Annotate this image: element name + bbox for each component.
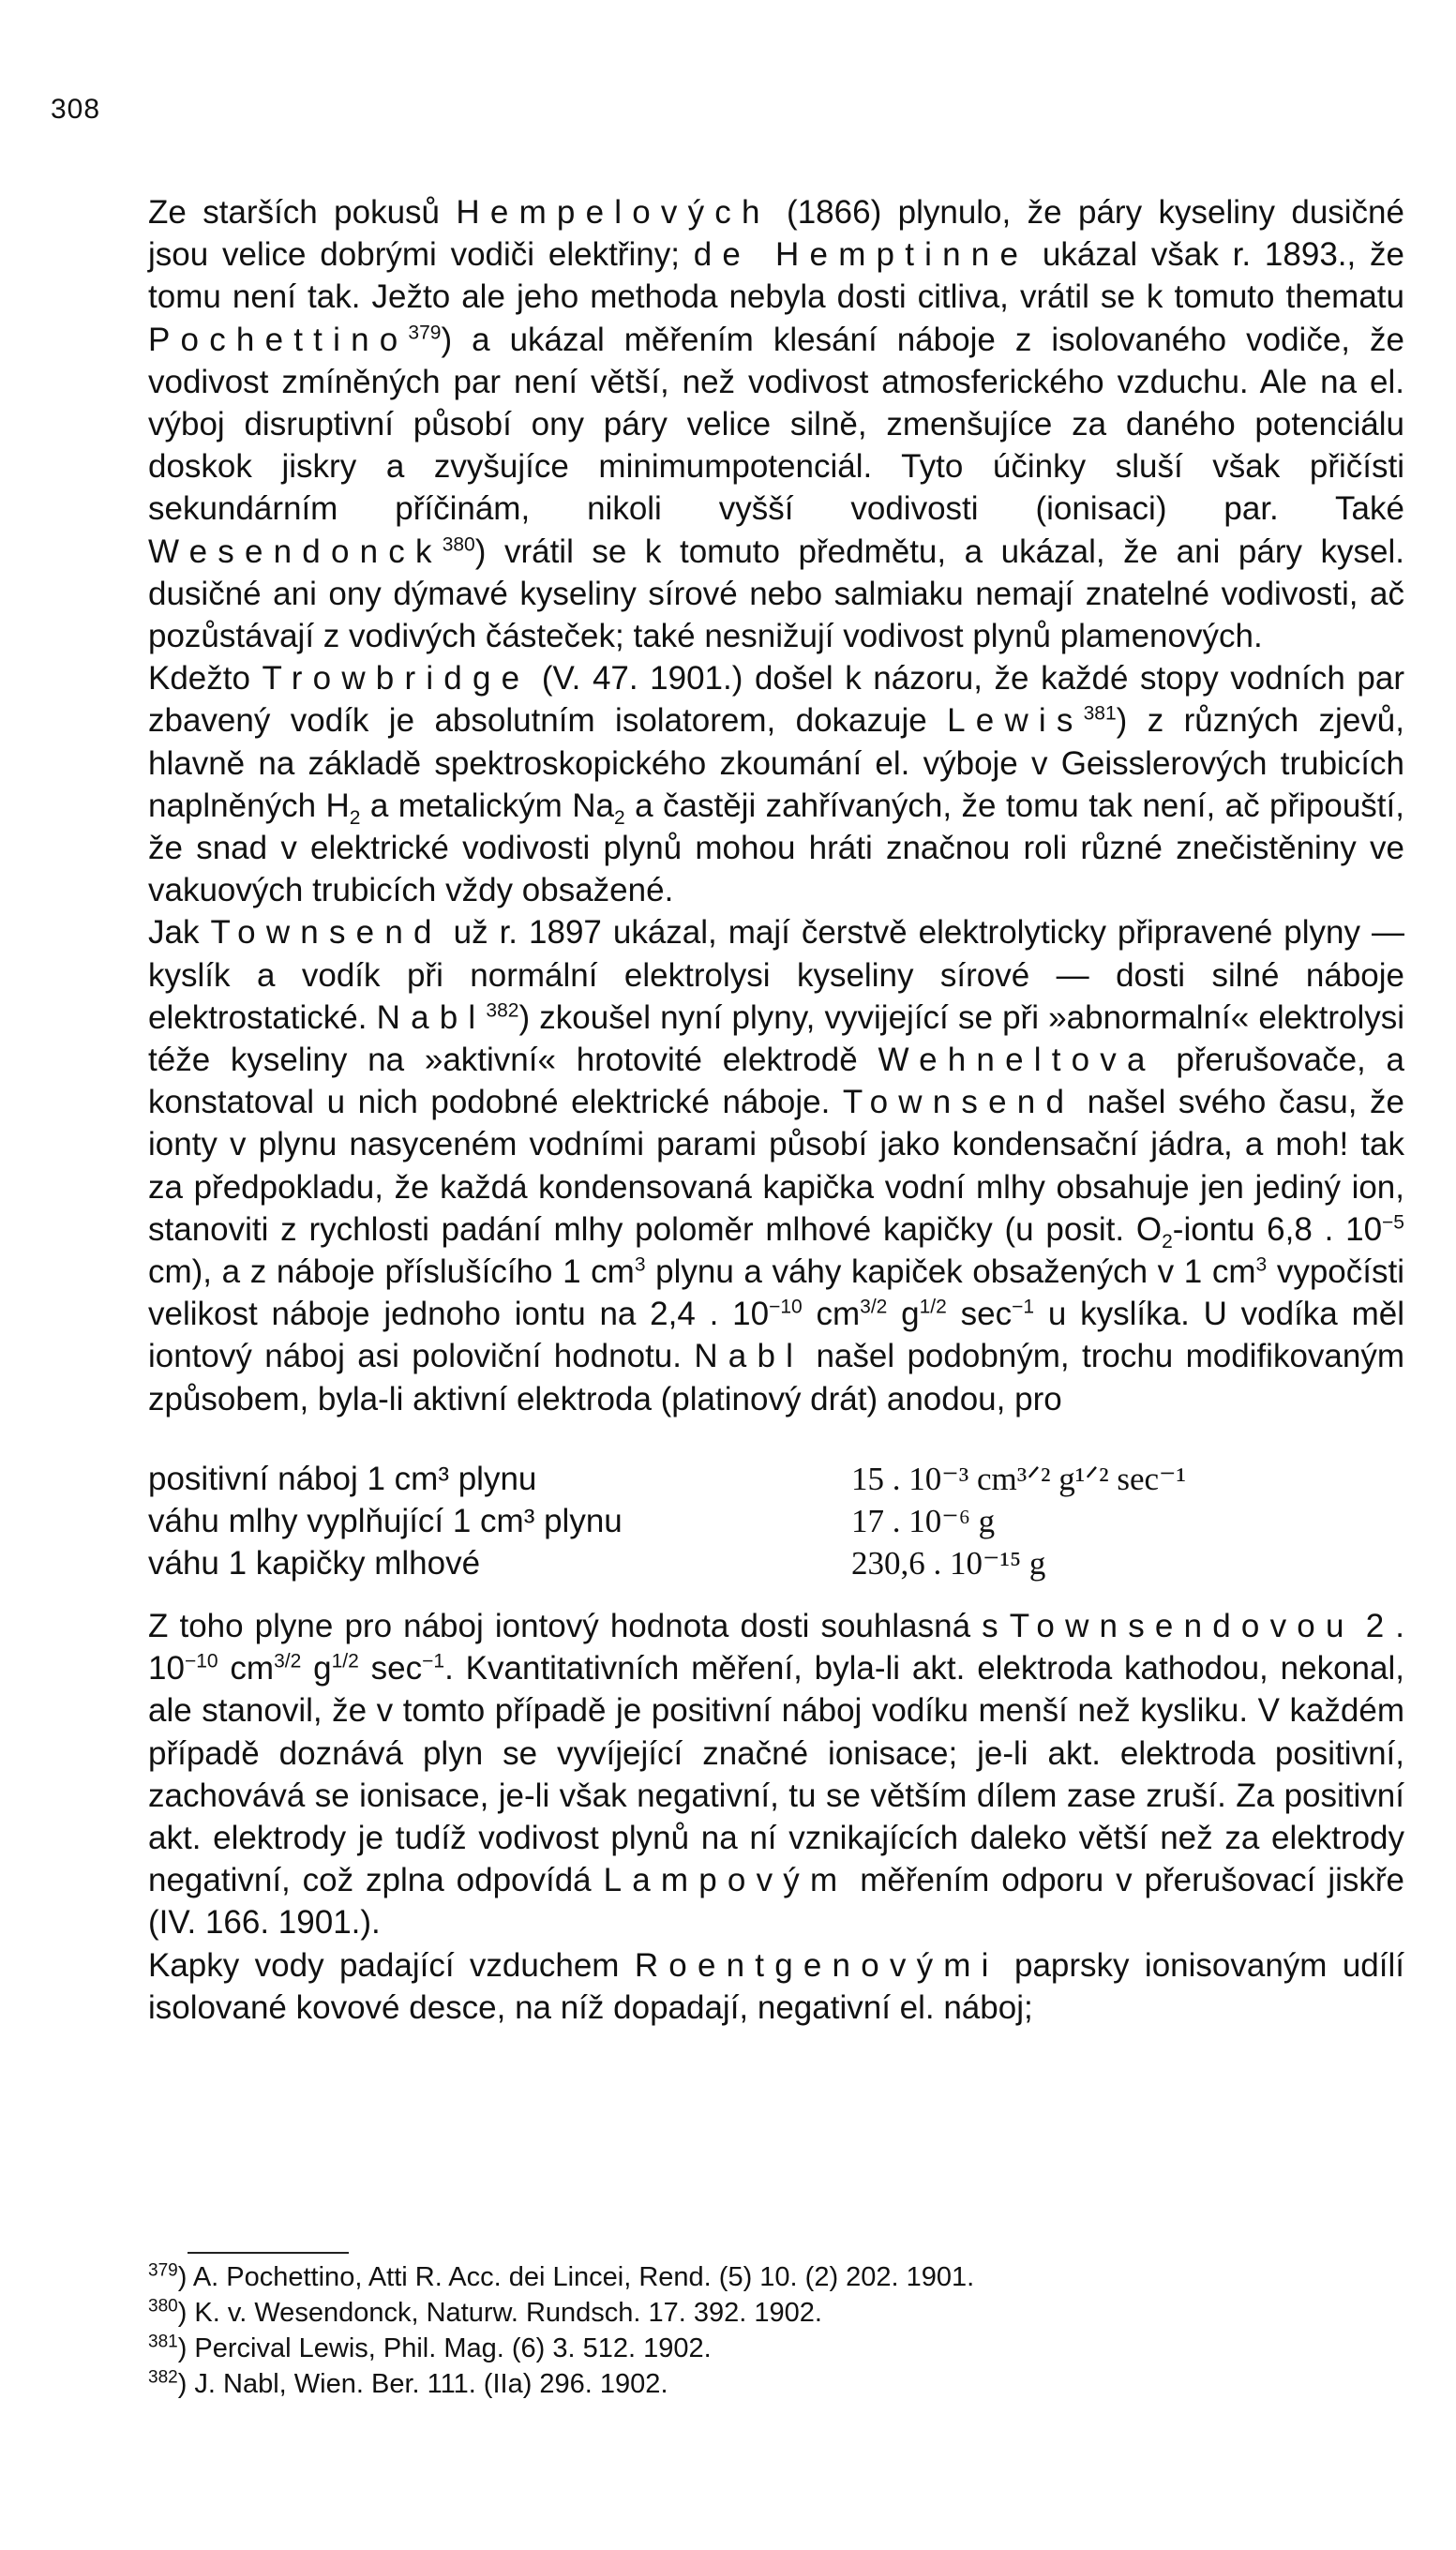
footnote-ref: 380 <box>442 532 475 555</box>
text-run: u kyslíka. U vodíka měl iontový náboj asi poloviční hodnotu. <box>148 1296 1404 1375</box>
footnote <box>148 2366 1404 2402</box>
text-run: cm <box>802 1296 861 1333</box>
author-name: Townsendovou <box>1009 1607 1355 1644</box>
text-run: Ze starších pokusů <box>148 194 457 231</box>
subscript: 2 <box>349 806 361 829</box>
text-run: plynu a váhy kapiček obsažených v 1 cm <box>645 1253 1256 1291</box>
text-run: . Kvantitativních měření, byla-li akt. elektroda kathodou, nekonal, ale stanovil, že v tomto případě je positivní náboj vodíku menší než kysliku. V každém případě doznává plyn se vyvíjející značné ionisace; je-li akt. elektroda positivní, zachovává se ionisace, je-li však negativní, tu se větším dílem zase zruší. Za positivní akt. elektrody je tudíž vodivost plynů na ní vznikajících daleko větší než za elektrody negativní, což zplna odpovídá <box>148 1650 1404 1899</box>
values-table <box>148 1458 1186 1584</box>
author-name: Nabl <box>376 998 487 1036</box>
page-number: 308 <box>51 94 101 125</box>
text-run: 2 . 10 <box>148 1607 1404 1688</box>
text-run: -iontu 6,8 . 10 <box>1172 1210 1383 1248</box>
table-row <box>148 1500 1186 1542</box>
text-run: a metalickým Na <box>360 787 614 824</box>
author-name: Townsend <box>842 1084 1075 1121</box>
text-run: paprsky ionisovaným udílí isolované kovové desce, na níž dopadají, negativní el. náboj; <box>148 1946 1404 2026</box>
superscript: 1/2 <box>919 1296 947 1318</box>
footnote <box>148 2259 1404 2295</box>
footnote-number: 380 <box>148 2296 178 2317</box>
superscript: 3 <box>634 1253 646 1276</box>
author-name: Nabl <box>694 1338 804 1375</box>
text-run: vypočísti velikost náboje jednoho iontu na 2,4 . 10 <box>148 1253 1404 1333</box>
text-run: cm), a z náboje příslušícího 1 cm <box>148 1253 635 1291</box>
superscript: 3 <box>1255 1253 1268 1276</box>
text-run: sec <box>358 1650 423 1688</box>
text-run: měřením odporu v přerušovací jiskře (IV. 166. 1901.). <box>148 1862 1404 1942</box>
author-name: Lewis <box>947 702 1084 740</box>
text-run: a častěji zahřívaných, že tomu tak není, ač připouští, že snad v elektrické vodivosti plynů mohou hráti značnou roli různé znečistěniny ve vakuových trubicích vždy obsažené. <box>148 787 1404 909</box>
superscript: 3/2 <box>860 1296 888 1318</box>
text-run: našel svého času, že ionty v plynu nasyceném vodními parami působí jako kondensační jádra, a moh! tak za předpokladu, že každá kondensovaná kapička vodní mlhy obsahuje jen jediný ion, stanoviti z rychlosti padání mlhy poloměr mlhové kapičky (u posit. O <box>148 1084 1404 1248</box>
author-name: Townsend <box>210 914 443 952</box>
table-value: 15 . 10⁻³ cm³ᐟ² g¹ᐟ² sec⁻¹ <box>851 1460 1186 1497</box>
text-run: ukázal však r. 1893., že tomu není tak. Ježto ale jeho methoda nebyla dosti citliva, vrátil se k tomuto thematu <box>148 236 1404 316</box>
text-run: přerušovače, a konstatoval u nich podobné elektrické náboje. <box>148 1042 1404 1121</box>
author-name: Lampovým <box>603 1862 848 1899</box>
text-run: g <box>887 1296 920 1333</box>
text-run: sec <box>946 1296 1013 1333</box>
author-name: Wesendonck <box>148 532 443 570</box>
footnote <box>148 2331 1404 2366</box>
table-row <box>148 1542 1186 1584</box>
author-name: Roentgenovými <box>634 1946 999 1984</box>
footnotes <box>148 2259 1404 2402</box>
paragraph-5 <box>148 1944 1404 2029</box>
superscript: −1 <box>422 1650 445 1672</box>
footnote-number: 379 <box>148 2260 178 2281</box>
author-name: Pochettino <box>148 321 409 358</box>
table-label: positivní náboj 1 cm³ plynu <box>148 1460 537 1497</box>
footnote-text: ) A. Pochettino, Atti R. Acc. dei Lincei, Rend. (5) 10. (2) 202. 1901. <box>177 2262 975 2292</box>
author-name: Trowbridge <box>262 660 531 698</box>
superscript: 3/2 <box>274 1650 302 1672</box>
text-run: Kapky vody padající vzduchem <box>148 1946 635 1984</box>
subscript: 2 <box>613 806 625 829</box>
footnote-divider <box>188 2252 349 2254</box>
text-run: g <box>301 1650 332 1688</box>
subscript: 2 <box>1162 1230 1173 1252</box>
footnote-ref: 382 <box>486 999 519 1022</box>
table-value: 230,6 . 10⁻¹⁵ g <box>851 1544 1046 1582</box>
table-label: váhu mlhy vyplňující 1 cm³ plynu <box>148 1502 623 1539</box>
text-run: cm <box>218 1650 275 1688</box>
table-value: 17 . 10⁻⁶ g <box>851 1502 996 1539</box>
superscript: 1/2 <box>331 1650 359 1672</box>
superscript: −10 <box>184 1650 218 1672</box>
text-run: ) a ukázal měřením klesání náboje z isolovaného vodiče, že vodivost zmíněných par není větší, než vodivost atmosferického vzduchu. Ale na el. výboj disruptivní působí ony páry velice silně, zmenšujíce za daného potenciálu doskok jiskry a zvyšujíce minimumpotenciál. Tyto účinky sluší však přičísti sekundárním příčinám, nikoli vyšší vodivosti (ionisaci) par. Také <box>148 321 1404 528</box>
table-row <box>148 1458 1186 1500</box>
text-run: ) vrátil se k tomuto předmětu, a ukázal, že ani páry kysel. dusičné ani ony dýmavé kyseliny sírové nebo salmiaku nemají znatelné vodivosti, ač pozůstávají z vodivých částeček; také nesnižují vodivost plynů plamenových. <box>148 532 1404 655</box>
author-name: Wehneltova <box>878 1042 1156 1079</box>
paragraph-4 <box>148 1605 1404 1944</box>
text-run: ) z různých zjevů, hlavně na základě spektroskopického zkoumání el. výboje v Geisslerových trubicích naplněných H <box>148 702 1404 824</box>
paragraph-2 <box>148 657 1404 911</box>
footnote-ref: 379 <box>408 321 442 343</box>
text-run: (1866) plynulo, že páry kyseliny dusičné jsou velice dobrými vodiči elektřiny; <box>148 194 1404 274</box>
author-name: Hempelových <box>456 194 771 231</box>
text-run: Z toho plyne pro náboj iontový hodnota dosti souhlasná s <box>148 1607 1010 1644</box>
footnote-ref: 381 <box>1083 702 1117 725</box>
author-name: de Hemptinne <box>693 236 1029 274</box>
table-label: váhu 1 kapičky mlhové <box>148 1544 481 1582</box>
text-run: Jak <box>148 914 211 952</box>
superscript: −1 <box>1012 1296 1035 1318</box>
footnote-text: ) K. v. Wesendonck, Naturw. Rundsch. 17. 392. 1902. <box>177 2298 822 2328</box>
footnote <box>148 2295 1404 2331</box>
superscript: −5 <box>1382 1211 1404 1234</box>
paragraph-1 <box>148 191 1404 657</box>
footnote-number: 382 <box>148 2367 178 2388</box>
body-text <box>148 191 1404 2029</box>
text-run: už r. 1897 ukázal, mají čerstvě elektrolyticky připravené plyny — kyslík a vodík při normální elektrolysi kyseliny sírové — dosti silné náboje elektrostatické. <box>148 914 1404 1036</box>
text-run: našel podobným, trochu modifikovaným způsobem, byla-li aktivní elektroda (platinový drát) anodou, pro <box>148 1338 1404 1418</box>
superscript: −10 <box>769 1296 803 1318</box>
footnote-text: ) J. Nabl, Wien. Ber. 111. (IIa) 296. 1902. <box>177 2369 668 2399</box>
footnote-number: 381 <box>148 2332 178 2352</box>
paragraph-3 <box>148 911 1404 1419</box>
text-run: Kdežto <box>148 660 263 698</box>
text-run: ) zkoušel nyní plyny, vyvijející se při »abnormalní« elektrolysi téže kyseliny na »aktivní« hrotovité elektrodě <box>148 998 1404 1079</box>
footnote-text: ) Percival Lewis, Phil. Mag. (6) 3. 512. 1902. <box>177 2333 712 2363</box>
text-run: (V. 47. 1901.) došel k názoru, že každé stopy vodních par zbavený vodík je absolutním isolatorem, dokazuje <box>148 660 1404 740</box>
